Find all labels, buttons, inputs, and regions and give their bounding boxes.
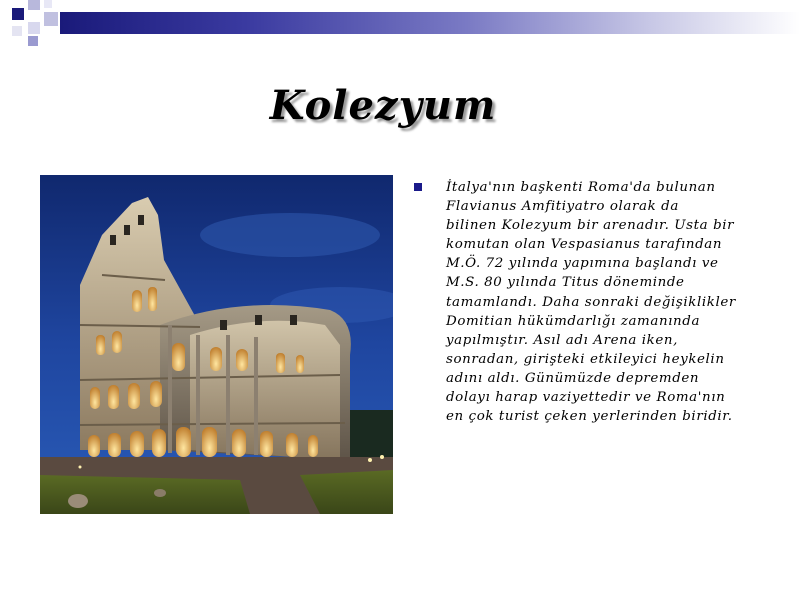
text-line: Domitian hükümdarlığı zamanında xyxy=(446,313,701,329)
text-line: Flavianus Amfitiyatro olarak da xyxy=(446,199,679,215)
decor-square xyxy=(28,36,38,46)
text-line: yapılmıştır. Asıl adı Arena iken, xyxy=(446,332,678,348)
text-line: komutan olan Vespasianus tarafından xyxy=(446,237,723,253)
text-line: tamamlandı. Daha sonraki değişiklikler xyxy=(446,294,736,310)
decor-square xyxy=(12,8,24,20)
text-line: M.S. 80 yılında Titus döneminde xyxy=(446,275,685,291)
colosseum-photo xyxy=(40,175,393,514)
bullet-item xyxy=(414,178,764,426)
text-line: en çok turist çeken yerlerinden biridir. xyxy=(446,409,733,425)
header-gradient-bar xyxy=(60,12,800,34)
slide-title: Kolezyum xyxy=(269,82,497,129)
text-line: dolayı harap vaziyettedir ve Roma'nın xyxy=(446,390,726,406)
text-line: İtalya'nın başkenti Roma'da bulunan xyxy=(446,180,716,195)
text-line: bilinen Kolezyum bir arenadır. Usta bir xyxy=(446,218,735,234)
bullet-text xyxy=(446,178,764,426)
decor-square xyxy=(12,26,22,36)
text-line: adını aldı. Günümüzde depremden xyxy=(446,370,700,386)
decor-square xyxy=(28,22,40,34)
decor-square xyxy=(44,12,58,26)
decor-square xyxy=(28,0,40,10)
square-bullet-icon xyxy=(414,183,422,191)
decor-square xyxy=(44,0,52,8)
text-line: M.Ö. 72 yılında yapımına başlandı ve xyxy=(446,256,719,272)
text-line: sonradan, girişteki etkileyici heykelin xyxy=(446,351,725,367)
